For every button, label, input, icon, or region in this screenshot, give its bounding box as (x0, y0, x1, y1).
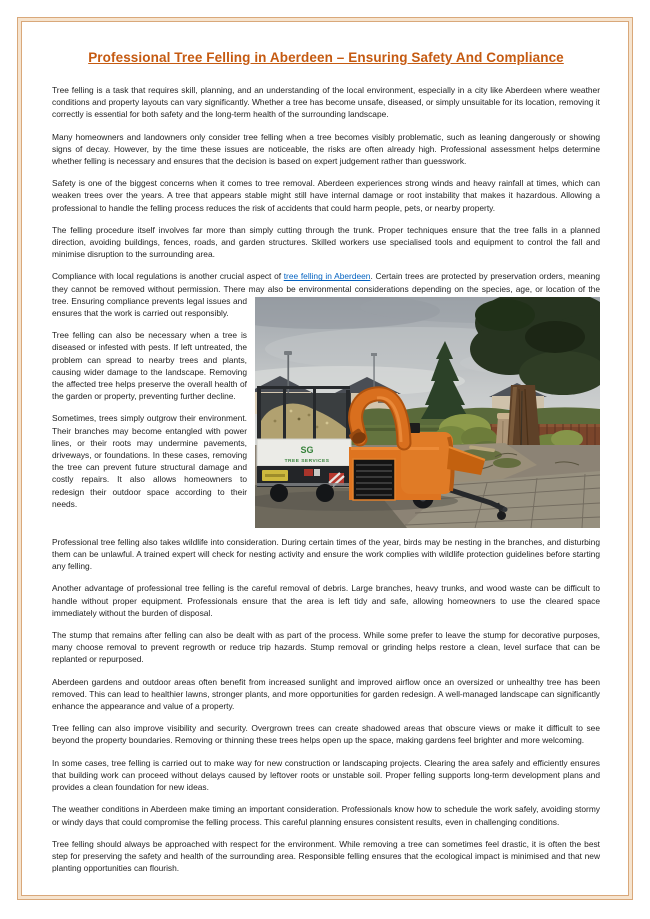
paragraph-outgrow: Sometimes, trees simply outgrow their environment. Their branches may become entangled with power lines, or their roots may undermine pavements, driveways, or foundations. In these cases, removing the tree can prevent future structural damage and costly repairs. It also allows homeowners to redesign their outdoor space according to their needs. (52, 413, 247, 509)
truck-logo-subtext: TREE SERVICES (284, 458, 330, 464)
paragraph-intro: Tree felling is a task that requires skill, planning, and an understanding of the local environment, especially in a city like Aberdeen where weather conditions and property layouts can vary significantly. Whether a tree has become unsafe, diseased, or simply unsuitable for its location, removing it correctly is essential for both safety and the long-term health of the surrounding landscape. (52, 85, 600, 120)
paragraph-procedure: The felling procedure itself involves far more than simply cutting through the trunk. Proper techniques ensure that the tree falls in a planned direction, avoiding buildings, fences, roads, and garden structures. Skilled workers use specialised tools and equipment to control the fall and minimise disruption to the surrounding area. (52, 224, 600, 260)
paragraph-debris: Another advantage of professional tree felling is the careful removal of debris. Large branches, heavy trunks, and wood waste can be difficult to handle without proper equipment. Professionals ensure that the area is left tidy and safe, allowing homeowners to use the cleared space immediately without the burden of disposal. (52, 583, 600, 618)
paragraph-homeowners: Many homeowners and landowners only consider tree felling when a tree becomes visibly problematic, such as leaning dangerously or showing signs of decay. However, by the time these issues are noticeable, the risks are often already high. Professional assessment helps determine whether felling is necessary and ensures that the decision is based on expert judgement rather than guesswork. (52, 131, 600, 167)
paragraph-safety: Safety is one of the biggest concerns when it comes to tree removal. Aberdeen experiences strong winds and heavy rainfall at times, which can weaken trees over the years. A tree that appears stable might still have internal damage or root instability that makes it hazardous. Allowing a professional to handle the felling process reduces the risk of accidents that could harm people, pets, or nearby property. (52, 178, 600, 213)
paragraph-gardens: Aberdeen gardens and outdoor areas often benefit from increased sunlight and improved airflow once an oversized or unhealthy tree has been removed. This can lead to healthier lawns, stronger plants, and more opportunities for garden redesign. A well-managed landscape can significantly enhance the appearance and value of a property. (52, 676, 600, 712)
paragraph-weather: The weather conditions in Aberdeen make timing an important consideration. Professionals know how to schedule the work safely, avoiding stormy or windy days that could compromise the felling process. This careful planning ensures consistent results, even in challenging conditions. (52, 804, 600, 827)
paragraph-environment: Tree felling should always be approached with respect for the environment. While removing a tree can sometimes feel drastic, it is often the best step for preserving the safety and health of the surrounding area. Responsible felling ensures that the ecological impact is minimised and that new planting opportunities can flourish. (52, 838, 600, 874)
tree-felling-link[interactable]: tree felling in Aberdeen (283, 271, 371, 282)
page-title: Professional Tree Felling in Aberdeen – Ensuring Safety And Compliance (88, 50, 564, 65)
paragraph-construction: In some cases, tree felling is carried out to make way for new construction or landscaping projects. Clearing the area safely and efficiently ensures that building work can proceed without delays caused by leftover roots or unstable soil. Proper felling supports long-term development plans and provides a clean foundation for new ideas. (52, 757, 600, 793)
chipper-photo-svg (255, 297, 600, 528)
paragraph-visibility: Tree felling can also improve visibility and security. Overgrown trees can create shadowed areas that obscure views or make it difficult to see beyond the property boundaries. Removing or thinning these trees helps open up the space, making gardens feel brighter and more welcoming. (52, 723, 600, 746)
compliance-text-mid: . Certain trees are protected by preservation orders, meaning they cannot be removed without permission. There may also be environmental considerations depending on the species, age, or (52, 271, 600, 294)
truck-logo-text: SG (300, 444, 314, 455)
article-body (52, 84, 600, 874)
paragraph-diseased: Tree felling can also be necessary when a tree is diseased or infested with pests. If left untreated, the problem can spread to nearby trees and plants, causing wider damage to the landscape. Removing the affected tree helps preserve the overall health of the garden or property, preventing further decline. (52, 330, 247, 402)
compliance-text-end: location of the tree. Ensuring compliance prevents legal issues and ensures that the work is carried out responsibly. (52, 283, 600, 319)
paragraph-wildlife: Professional tree felling also takes wildlife into consideration. During certain times of the year, birds may be nesting in the branches, and disturbing them can be unlawful. A trained expert will check for nesting activity and ensure the work complies with wildlife protection guidelines before starting any felling. (52, 536, 600, 572)
article-content (52, 50, 600, 884)
compliance-text-start: Compliance with local regulations is another crucial aspect of (52, 271, 284, 282)
tree-felling-photo (255, 297, 600, 528)
paragraph-stump: The stump that remains after felling can also be dealt with as part of the process. While some prefer to leave the stump for decorative purposes, many choose removal to prevent regrowth or reduce trip hazards. Stump removal or grinding helps restore a clean, level surface that can be replanted or repurposed. (52, 630, 600, 665)
photo-truck (257, 386, 351, 502)
